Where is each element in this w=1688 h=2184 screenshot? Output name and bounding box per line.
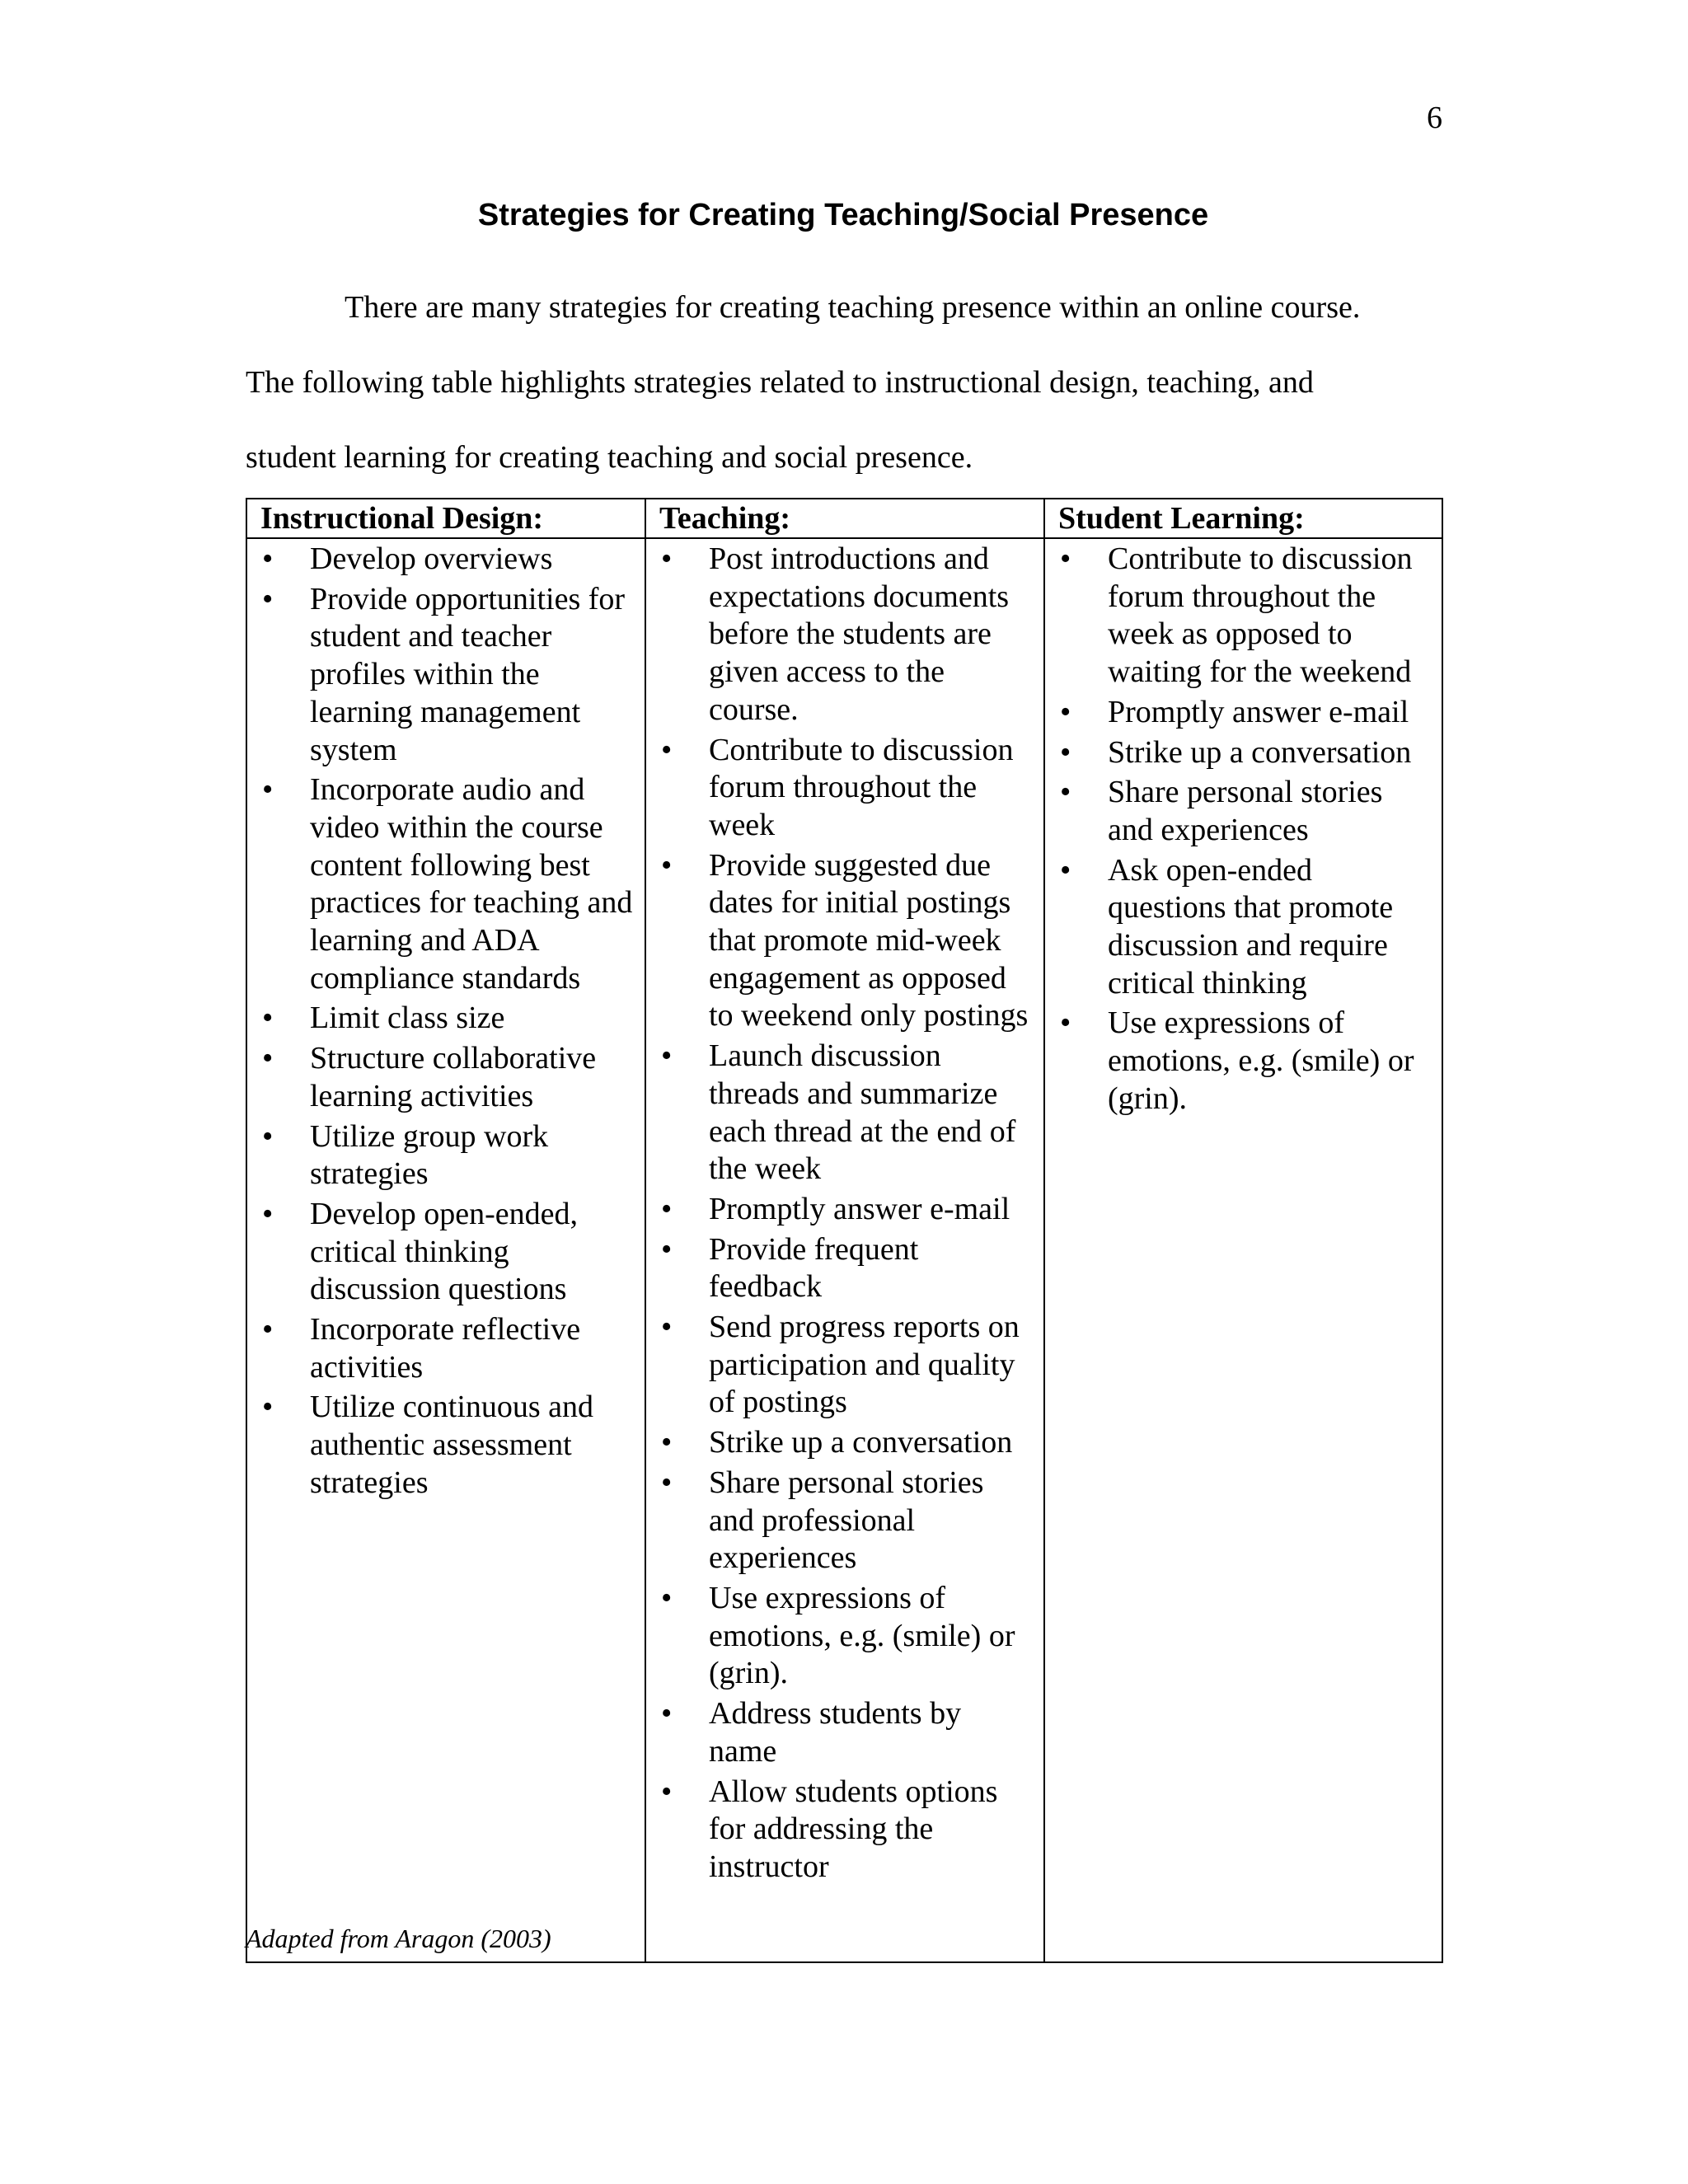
intro-line-2: The following table highlights strategies related to instructional design, teaching, and (246, 365, 1314, 400)
list-item: • Strike up a conversation (659, 1424, 1035, 1462)
list-item: • Share personal stories and professional experiences (659, 1465, 1035, 1577)
instructional-design-list (260, 541, 636, 1502)
intro-paragraph (246, 270, 1442, 495)
list-item: • Launch discussion threads and summarize each thread at the end of the week (659, 1038, 1035, 1188)
list-item: • Allow students options for addressing the instructor (659, 1774, 1035, 1886)
student-learning-list (1058, 541, 1433, 1118)
list-item: • Incorporate audio and video within the course content following best practices for teaching and learning and ADA compliance standards (260, 771, 636, 997)
list-item: • Post introductions and expectations documents before the students are given access to the course. (659, 541, 1035, 729)
list-item: • Send progress reports on participation and quality of postings (659, 1309, 1035, 1422)
section-title: Strategies for Creating Teaching/Social Presence (477, 198, 1209, 232)
list-item: • Utilize group work strategies (260, 1118, 636, 1193)
list-item: • Share personal stories and experiences (1058, 774, 1433, 849)
header-instructional-design: Instructional Design: (246, 499, 645, 538)
list-item: • Contribute to discussion forum throughout the week (659, 732, 1035, 845)
intro-line-1: There are many strategies for creating teaching presence within an online course. (345, 290, 1361, 325)
list-item: • Develop open-ended, critical thinking discussion questions (260, 1196, 636, 1309)
table-header-row (246, 499, 1442, 538)
list-item: • Use expressions of emotions, e.g. (smile) or (grin). (659, 1580, 1035, 1693)
teaching-cell (645, 538, 1044, 1962)
teaching-list (659, 541, 1035, 1886)
list-item: • Promptly answer e-mail (1058, 694, 1433, 732)
page-number: 6 (1427, 101, 1442, 135)
list-item: • Contribute to discussion forum throughout the week as opposed to waiting for the weekend (1058, 541, 1433, 691)
list-item: • Address students by name (659, 1695, 1035, 1770)
list-item: • Ask open-ended questions that promote discussion and require critical thinking (1058, 852, 1433, 1003)
list-item: • Limit class size (260, 1000, 636, 1038)
table-caption: Adapted from Aragon (2003) (246, 1924, 551, 1953)
table-row (246, 538, 1442, 1962)
list-item: • Strike up a conversation (1058, 734, 1433, 772)
header-teaching: Teaching: (645, 499, 1044, 538)
header-student-learning: Student Learning: (1044, 499, 1442, 538)
list-item: • Utilize continuous and authentic assessment strategies (260, 1389, 636, 1502)
intro-line-3: student learning for creating teaching and social presence. (246, 440, 973, 475)
list-item: • Provide frequent feedback (659, 1231, 1035, 1306)
list-item: • Provide suggested due dates for initial postings that promote mid-week engagement as opposed to weekend only postings (659, 847, 1035, 1036)
list-item: • Incorporate reflective activities (260, 1311, 636, 1386)
list-item: • Promptly answer e-mail (659, 1191, 1035, 1229)
list-item: • Develop overviews (260, 541, 636, 579)
strategies-table (246, 498, 1443, 1963)
list-item: • Use expressions of emotions, e.g. (smile) or (grin). (1058, 1005, 1433, 1118)
instructional-design-cell (246, 538, 645, 1962)
list-item: • Provide opportunities for student and teacher profiles within the learning management system (260, 581, 636, 770)
student-learning-cell (1044, 538, 1442, 1962)
list-item: • Structure collaborative learning activities (260, 1040, 636, 1115)
